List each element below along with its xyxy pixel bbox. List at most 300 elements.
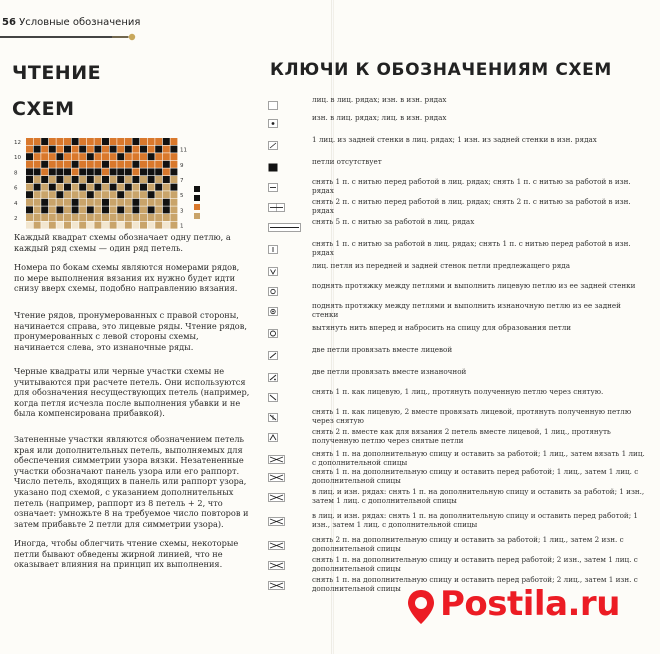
watermark [390,580,652,640]
chart-cell [49,191,56,198]
chart-cell [26,191,33,198]
chart-cell [72,168,79,175]
chart-cell [117,146,124,153]
chart-cell [140,199,147,206]
chart-cell [26,199,33,206]
chart-cell [140,138,147,145]
chart-cell [155,153,162,160]
chart-cell [125,222,132,229]
chart-cell [87,191,94,198]
key-description: снять 1 п. с нитью перед работой в лиц. рядах; снять 1 п. с нитью за работой в изн. рядах [312,177,631,195]
chart-cell [49,138,56,145]
chart-cell [163,138,170,145]
row-number-right: 7 [180,178,184,184]
chart-cell [163,214,170,221]
chart-cell [26,176,33,183]
chart-cell [132,146,139,153]
chart-cell [102,168,109,175]
key-description: поднять протяжку между петлями и выполнить лицевую петлю из ее задней стенки [312,281,636,290]
chart-cell [155,191,162,198]
chart-cell [170,168,177,175]
chart-cell [132,184,139,191]
chart-cell [87,138,94,145]
chart-cell [102,176,109,183]
chart-cell [34,168,41,175]
paragraph-1: Каждый квадрат схемы обозначает одну петлю, а каждый ряд схемы — один ряд петель. [14,232,231,253]
key-description: лиц. петля из передней и задней стенок петли предлежащего ряда [312,261,570,270]
chart-cell [87,153,94,160]
chart-cell [117,184,124,191]
chart-cell [94,161,101,168]
chart-cell [132,138,139,145]
chart-cell [163,168,170,175]
chart-cell [26,214,33,221]
chart-cell [148,168,155,175]
chart-cell [26,153,33,160]
chart-cell [132,153,139,160]
chart-cell [110,222,117,229]
paragraph-4: Черные квадраты или черные участки схемы не учитываются при расчете петель. Они используются для обозначения несуществующих петель (например, когда петля исчезла после выполнения убавки и не была компенсирована прибавкой). [14,366,250,419]
chart-cell [117,214,124,221]
chart-cell [155,214,162,221]
right-title: КЛЮЧИ К ОБОЗНАЧЕНИЯМ СХЕМ [270,60,612,80]
key-description: снять 2 п. на дополнительную спицу и оставить за работой; 1 лиц., затем 2 изн. с дополнительной спицы [312,535,624,553]
chart-cell [102,191,109,198]
chart-cell [170,138,177,145]
key-description: лиц. в лиц. рядах; изн. в изн. рядах [312,95,447,104]
chart-cell [148,214,155,221]
chart-cell [170,153,177,160]
chart-cell [170,206,177,213]
chart-cell [132,161,139,168]
legend-swatch [194,204,200,210]
chart-cell [49,176,56,183]
chart-cell [132,191,139,198]
chart-cell [110,191,117,198]
left-title-line2: СХЕМ [12,98,75,120]
paragraph-5: Затененные участки являются обозначением петель края или дополнительных петель, выполняемых для обеспечения симметрии узора вязки. Незатененные участки обозначают панель узора или его раппорт. Число петель, входящих в панель или раппорт узора, указано под схемой, с указанием дополнительных петель (например, раппорт из 8 петель + 2, что означает: умножьте 8 на требуемое число повторов и затем прибавьте 2 петли для симметрии узора). [14,434,249,529]
chart-cell [140,191,147,198]
row-number-left: 4 [14,200,18,207]
chart-cell [163,191,170,198]
key-description: 1 лиц. из задней стенки в лиц. рядах; 1 изн. из задней стенки в изн. рядах [312,135,597,144]
cable-left-2-icon [268,468,282,478]
chart-cell [64,153,71,160]
watermark-text: Postila.ru [440,584,620,624]
chart-cell [79,191,86,198]
cable-left-5-icon [268,576,282,586]
chart-cell [94,146,101,153]
chart-cell [94,222,101,229]
chart-cell [117,138,124,145]
chart-cell [72,191,79,198]
chart-cell [125,176,132,183]
chart-cell [94,191,101,198]
chart-cell [79,153,86,160]
chart-cell [41,214,48,221]
cable-right-4-icon [268,536,282,546]
key-description: изн. в лиц. рядах; лиц. в изн. рядах [312,113,447,122]
chart-cell [94,214,101,221]
cable-left-4-icon [268,556,282,566]
chart-cell [72,222,79,229]
chart-cell [72,206,79,213]
chart-cell [64,168,71,175]
chart-cell [41,168,48,175]
chart-cell [163,222,170,229]
slip-two-icon [268,198,282,208]
chart-cell [102,214,109,221]
chart-cell [87,206,94,213]
chart-cell [170,161,177,168]
chart-cell [155,138,162,145]
loop-purl-icon [268,302,282,312]
chart-cell [102,153,109,160]
header-rule [0,36,128,38]
chart-cell [26,168,33,175]
chart-cell [155,161,162,168]
chart-cell [79,168,86,175]
key-description: вытянуть нить вперед и набросить на спицу для образования петли [312,323,572,332]
chart-cell [56,214,63,221]
chart-cell [41,206,48,213]
chart-cell [64,176,71,183]
chart-cell [64,138,71,145]
chart-cell [132,168,139,175]
chart-cell [87,161,94,168]
page-number: 56 [2,17,16,28]
left-title-line1: ЧТЕНИЕ [12,62,102,84]
chart-cell [41,176,48,183]
cable-right-3-icon [268,488,282,498]
paragraph-6: Иногда, чтобы облегчить чтение схемы, некоторые петли бывают обведены жирной линией, что не оказывает влияния на принцип их выполнения. [14,538,239,570]
chart-cell [26,161,33,168]
chart-cell [125,214,132,221]
chart-cell [140,214,147,221]
chart-cell [170,191,177,198]
legend-swatch [194,213,200,219]
key-description: две петли провязать вместе изнаночной [312,367,467,376]
chart-cell [132,206,139,213]
chart-cell [56,191,63,198]
chart-cell [41,138,48,145]
knitting-chart-grid [14,134,224,230]
chart-cell [64,184,71,191]
chart-cell [34,161,41,168]
chart-cell [87,146,94,153]
chart-cell [102,184,109,191]
page-header [0,14,330,34]
chart-cell [163,153,170,160]
chart-cell [140,168,147,175]
chart-cell [125,161,132,168]
key-description: снять 1 п. на дополнительную спицу и оставить перед работой; 2 лиц., затем 1 изн. с дополнительной спицы [312,575,638,593]
cable-right-2-icon [268,450,282,460]
chart-cell [140,153,147,160]
chart-cell [79,138,86,145]
chart-cell [34,176,41,183]
k2tog-icon [268,346,282,356]
chart-cell [94,206,101,213]
chart-cell [64,214,71,221]
chart-cell [148,153,155,160]
chart-cell [132,222,139,229]
chart-cell [72,214,79,221]
chart-cell [110,161,117,168]
chart-cell [155,199,162,206]
chart-cell [94,184,101,191]
chart-cell [56,184,63,191]
chart-cell [125,191,132,198]
chart-cell [148,199,155,206]
key-description: снять 2 п. с нитью перед работой в лиц. рядах; снять 2 п. с нитью за работой в изн. рядах [312,197,631,215]
chart-cell [26,222,33,229]
chart-cell [155,168,162,175]
knitting-needle-icon [112,32,136,42]
chart-cell [148,206,155,213]
chart-cell [64,206,71,213]
chart-cell [125,199,132,206]
chart-cell [64,191,71,198]
chart-cell [155,184,162,191]
chart-cell [49,206,56,213]
chart-cell [79,161,86,168]
chart-cell [170,222,177,229]
key-description: две петли провязать вместе лицевой [312,345,453,354]
chart-cell [110,146,117,153]
key-description: снять 1 п. на дополнительную спицу и оставить за работой; 1 лиц., затем вязать 1 лиц. с дополнительной спицы [312,449,645,467]
legend-swatch [194,195,200,201]
p2tog-icon [268,368,282,378]
dot-square-icon [268,114,282,124]
chart-cell [41,146,48,153]
chart-cell [125,168,132,175]
chart-cell [94,199,101,206]
chart-cell [148,222,155,229]
yarn-over-icon [268,324,282,334]
chart-cell [56,146,63,153]
chart-cell [34,191,41,198]
chart-cell [56,222,63,229]
chart-cell [170,176,177,183]
row-number-left: 10 [14,155,21,162]
chart-cell [34,199,41,206]
key-description: снять 1 п. на дополнительную спицу и оставить перед работой; 2 изн., затем 1 лиц. с дополнительной спицы [312,555,638,573]
chart-cell [64,161,71,168]
chart-cell [110,206,117,213]
key-description: снять 1 п. как лицевую, 2 вместе провязать лицевой, протянуть полученную петлю через снятую [312,407,632,425]
chart-cell [41,184,48,191]
skpo-icon [268,388,282,398]
key-description: снять 2 п. вместе как для вязания 2 петель вместе лицевой, 1 лиц., протянуть полученную петлю через снятые петли [312,427,611,445]
black-square-icon [268,158,282,168]
loop-icon [268,282,282,292]
chart-cell [125,206,132,213]
key-description: снять 5 п. с нитью за работой в лиц. рядах [312,217,475,226]
chart-cell [163,146,170,153]
slip-front-icon [268,178,282,188]
chart-cell [117,161,124,168]
chart-cell [56,168,63,175]
diagonal-slash-icon [268,136,282,146]
chart-cell [49,153,56,160]
chart-cell [125,138,132,145]
chart-cell [34,206,41,213]
section-title: Условные обозначения [19,17,141,28]
chart-cell [148,161,155,168]
chart-cell [87,199,94,206]
chart-cell [41,199,48,206]
chart-cell [155,176,162,183]
chart-cell [148,138,155,145]
slip-five-icon [268,218,282,228]
chart-cell [140,176,147,183]
chart-cell [41,222,48,229]
row-number-right: 1 [180,223,184,230]
row-number-left: 6 [14,185,18,192]
knitting-chart [14,134,224,230]
chart-cell [110,176,117,183]
chart-cell [49,214,56,221]
chart-cell [140,146,147,153]
chart-cell [155,146,162,153]
key-description: снять 1 п. на дополнительную спицу и оставить перед работой; 1 лиц., затем 1 лиц. с дополнительной спицы [312,467,639,485]
chart-cell [102,222,109,229]
chart-cell [102,206,109,213]
paragraph-3: Чтение рядов, пронумерованных с правой стороны, начинается справа, это лицевые ряды. Чтение рядов, пронумерованных с левой стороны схемы, начинается слева, это изнаночные ряды. [14,310,247,352]
chart-cell [79,184,86,191]
chart-cell [155,222,162,229]
chart-cell [170,184,177,191]
key-description: петли отсутствует [312,157,382,166]
row-number-left: 2 [14,216,18,222]
key-description: поднять протяжку между петлями и выполнить изнаночную петлю из ее задней стенки [312,301,621,319]
watermark-pin-icon [404,588,438,626]
chart-cell [72,138,79,145]
chart-cell [102,146,109,153]
chart-cell [170,199,177,206]
chart-cell [79,222,86,229]
blank-square-icon [268,96,282,106]
chart-cell [49,161,56,168]
chart-cell [56,161,63,168]
chart-cell [26,184,33,191]
chart-cell [148,176,155,183]
chart-cell [72,176,79,183]
chart-cell [49,222,56,229]
chart-cell [132,214,139,221]
chart-cell [26,138,33,145]
row-number-right: 3 [180,208,184,215]
chart-cell [110,214,117,221]
chart-cell [163,199,170,206]
chart-cell [49,184,56,191]
chart-cell [102,138,109,145]
chart-cell [79,176,86,183]
chart-cell [41,153,48,160]
chart-cell [155,206,162,213]
chart-cell [148,184,155,191]
chart-cell [56,138,63,145]
chart-cell [170,214,177,221]
chart-cell [163,176,170,183]
chart-cell [34,146,41,153]
cable-left-3-icon [268,512,282,522]
chart-cell [110,153,117,160]
chart-cell [132,176,139,183]
chart-cell [132,199,139,206]
chart-cell [72,153,79,160]
chart-cell [163,206,170,213]
chart-cell [94,138,101,145]
chart-cell [117,222,124,229]
chart-cell [94,168,101,175]
page-header-text [2,17,140,28]
chart-cell [56,176,63,183]
chart-cell [34,214,41,221]
chart-cell [49,146,56,153]
chart-cell [163,161,170,168]
s2kpo-icon [268,428,282,438]
chart-cell [49,199,56,206]
chart-cell [140,184,147,191]
chart-cell [87,214,94,221]
chart-cell [117,168,124,175]
chart-cell [34,153,41,160]
chart-cell [110,138,117,145]
slip-back-icon [268,240,282,250]
chart-cell [64,222,71,229]
paragraph-2: Номера по бокам схемы являются номерами рядов, по мере выполнения вязания их нужно будет идти снизу вверх схемы, подобно направлению вязания. [14,262,240,294]
chart-cell [148,146,155,153]
chart-cell [72,161,79,168]
chart-cell [26,206,33,213]
chart-cell [125,184,132,191]
chart-cell [72,199,79,206]
chart-cell [110,168,117,175]
chart-cell [148,191,155,198]
key-description: в лиц. и изн. рядах: снять 1 п. на дополнительную спицу и оставить за работой; 1 изн., затем 1 лиц. с дополнительной спицы [312,487,645,505]
chart-cell [163,184,170,191]
row-number-left: 8 [14,170,18,177]
chart-cell [87,222,94,229]
chart-cell [41,191,48,198]
chart-cell [79,146,86,153]
chart-cell [87,184,94,191]
legend-swatch [194,186,200,192]
chart-cell [102,161,109,168]
chart-cell [117,176,124,183]
chart-cell [72,184,79,191]
chart-cell [140,161,147,168]
chart-cell [110,199,117,206]
chart-cell [170,146,177,153]
chart-cell [64,146,71,153]
key-description: снять 1 п. как лицевую, 1 лиц., протянуть полученную петлю через снятую. [312,387,604,396]
chart-cell [110,184,117,191]
sk2po-icon [268,408,282,418]
chart-cell [94,153,101,160]
chart-cell [117,153,124,160]
row-number-left: 12 [14,140,21,146]
chart-cell [49,168,56,175]
v-check-icon [268,262,282,272]
chart-cell [117,191,124,198]
chart-cell [79,199,86,206]
key-description: снять 1 п. с нитью за работой в лиц. рядах; снять 1 п. с нитью перед работой в изн. рядах [312,239,631,257]
chart-cell [26,146,33,153]
chart-cell [117,206,124,213]
